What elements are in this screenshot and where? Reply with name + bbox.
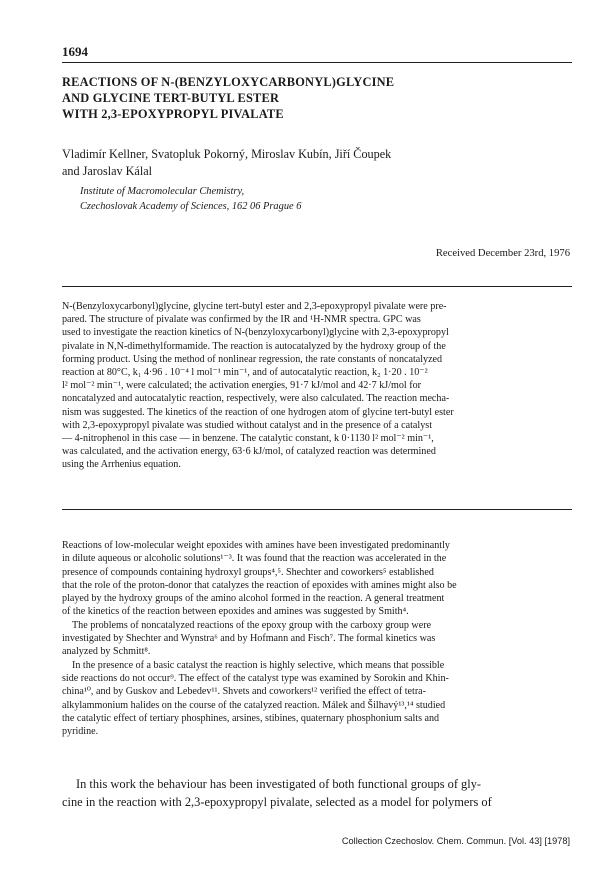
body-line: analyzed by Schmitt⁸. — [62, 646, 151, 658]
title-line: REACTIONS OF N-(BENZYLOXYCARBONYL)GLYCINE — [62, 75, 395, 89]
body-line: alkylammonium halides on the course of the catalyzed reaction. Málek and Šilhavý¹³,¹⁴ studied — [62, 699, 446, 711]
received-date: Received December 23rd, 1976 — [435, 248, 570, 259]
body-line: played by the hydroxy groups of the amino alcohol formed in the reaction. A general treatment — [62, 593, 445, 605]
main-line: In this work the behaviour has been investigated of both functional groups of gly- — [76, 777, 482, 791]
abstract-line: nism was suggested. The kinetics of the reaction of one hydrogen atom of glycine tert-butyl ester — [62, 406, 454, 418]
abstract-top-rule — [62, 286, 572, 287]
abstract-line: with 2,3-epoxypropyl pivalate was studied without catalyst and in the presence of a catalyst — [62, 419, 432, 431]
body-line: Reactions of low-molecular weight epoxides with amines have been investigated predominantly — [62, 540, 450, 551]
abstract-line: used to investigate the reaction kinetics of N-(benzyloxycarbonyl)glycine with 2,3-epoxypropyl — [62, 327, 449, 339]
abstract — [62, 300, 572, 472]
body-line: china¹⁰, and by Guskov and Lebedev¹¹. Shvets and coworkers¹² verified the effect of tetra- — [62, 686, 427, 698]
body-line: side reactions do not occur⁹. The effect of the catalyst type was examined by Sorokin and Khin- — [62, 672, 449, 684]
introduction-text — [62, 539, 572, 738]
title-line: AND GLYCINE TERT-BUTYL ESTER — [62, 91, 280, 105]
abstract-bottom-rule — [62, 509, 572, 510]
body-line: presence of compounds containing hydroxyl groups⁴,⁵. Shechter and coworkers⁵ established — [62, 566, 434, 578]
abstract-line: pared. The structure of pivalate was confirmed by the IR and ¹H-NMR spectra. GPC was — [62, 314, 421, 326]
affiliation — [80, 184, 560, 214]
body-line: the catalytic effect of tertiary phosphines, arsines, stibines, quaternary phosphonium salts and — [62, 712, 440, 724]
body-line: that the role of the proton-donor that catalyzes the reaction of epoxides with amines might also be — [62, 579, 457, 591]
title-line: WITH 2,3-EPOXYPROPYL PIVALATE — [62, 107, 284, 121]
abstract-line: was calculated, and the activation energy, 63·6 kJ/mol, of catalyzed reaction was determined — [62, 446, 436, 458]
abstract-line: reaction at 80°C, k₁ 4·96 . 10⁻⁴ l mol⁻¹ min⁻¹, and of autocatalytic reaction, k₂ 1·20 . 10⁻² — [62, 367, 428, 379]
body-line: pyridine. — [62, 726, 99, 738]
author-line: Vladimír Kellner, Svatopluk Pokorný, Miroslav Kubín, Jiří Čoupek — [62, 147, 392, 161]
journal-reference: Collection Czechoslov. Chem. Commun. [Vol. 43] [1978] — [341, 836, 570, 846]
abstract-line: l² mol⁻² min⁻¹, were calculated; the activation energies, 91·7 kJ/mol and 42·7 kJ/mol for — [62, 380, 422, 392]
author-list — [62, 146, 582, 180]
abstract-line: N-(Benzyloxycarbonyl)glycine, glycine tert-butyl ester and 2,3-epoxypropyl pivalate were pre- — [62, 301, 447, 312]
abstract-line: using the Arrhenius equation. — [62, 459, 181, 471]
header-rule — [62, 62, 572, 63]
abstract-line: — 4-nitrophenol in this case — in benzene. The catalytic constant, k 0·1130 l² mol⁻² min⁻¹, — [62, 433, 434, 445]
main-line: cine in the reaction with 2,3-epoxypropyl pivalate, selected as a model for polymers of — [62, 795, 492, 809]
affiliation-line: Czechoslovak Academy of Sciences, 162 06 Prague 6 — [80, 201, 302, 212]
body-line: investigated by Shechter and Wynstra⁶ and by Hofmann and Fisch⁷. The formal kinetics was — [62, 633, 436, 645]
abstract-line: pivalate in N,N-dimethylformamide. The reaction is autocatalyzed by the hydroxy group of the — [62, 340, 446, 352]
body-line: in dilute aqueous or alcoholic solutions¹⁻³. It was found that the reaction was accelerated in the — [62, 553, 447, 565]
abstract-line: forming product. Using the method of nonlinear regression, the rate constants of noncatalyzed — [62, 353, 443, 365]
body-line: In the presence of a basic catalyst the reaction is highly selective, which means that possible — [72, 659, 445, 671]
author-line: and Jaroslav Kálal — [62, 164, 153, 178]
body-line: The problems of noncatalyzed reactions of the epoxy group with the carboxy group were — [72, 619, 432, 631]
page-number: 1694 — [62, 44, 88, 59]
article-title — [62, 74, 562, 122]
affiliation-line: Institute of Macromolecular Chemistry, — [80, 186, 245, 197]
body-line: of the kinetics of the reaction between epoxides and amines was suggested by Smith⁴. — [62, 606, 409, 618]
abstract-line: noncatalyzed and autocatalytic reaction, respectively, were also calculated. The reaction mecha- — [62, 393, 450, 405]
main-text — [62, 775, 582, 811]
